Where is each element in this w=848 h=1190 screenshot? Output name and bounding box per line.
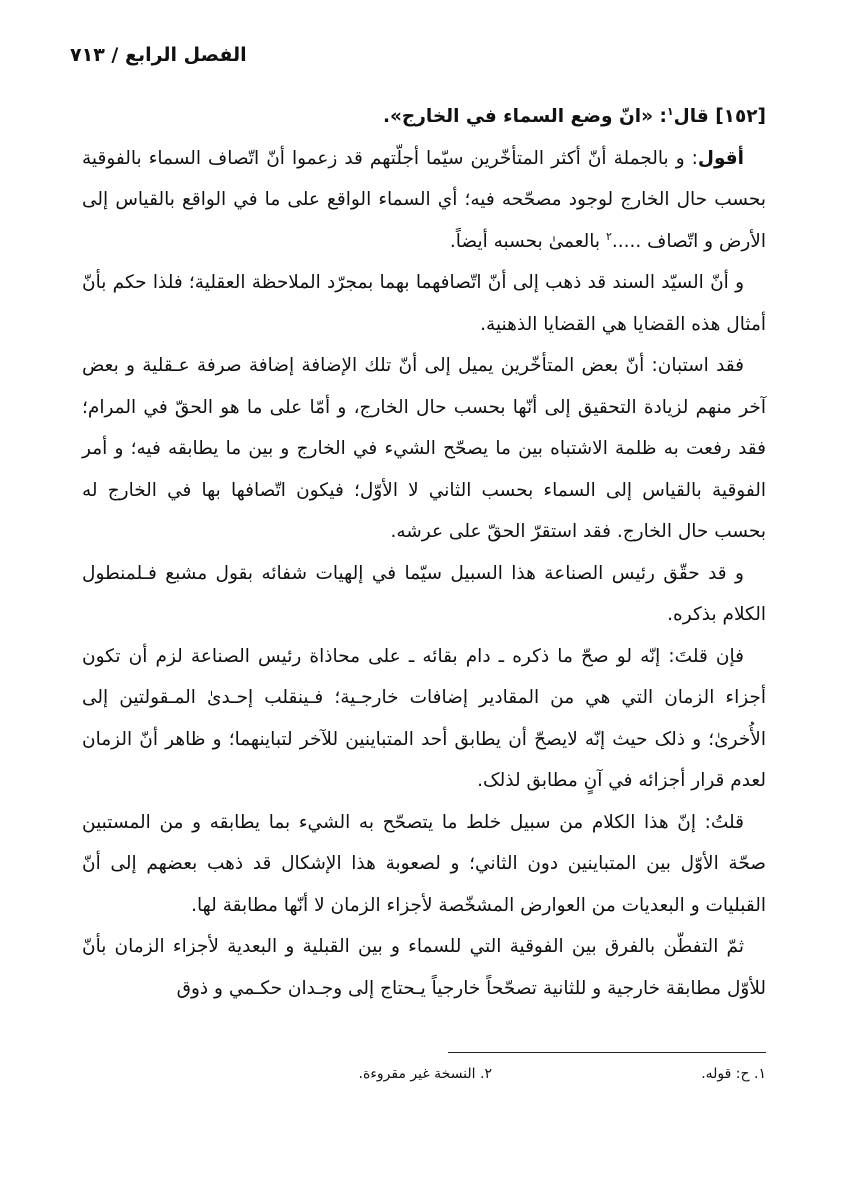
- paragraph-6: قلتُ: إنّ هذا الكلام من سبيل خلط ما يتصحّح به الشيء بما يطابقه و من المستبين صحّة الأوّل بين المتباينين دون الثاني؛ و لصعوبة هذا الإشكال قد ذهب بعضهم إلى أنّ القبليات و البعديات من العوارض المشخّصة لأجزاء الزمان لا أنّها مطابقة لها.: [82, 811, 766, 916]
- heading-quote: : «انّ وضع السماء في الخارج».: [382, 106, 667, 127]
- section-heading: [82, 96, 766, 138]
- paragraph-1-tail: بالعمىٰ بحسبه أيضاً.: [449, 230, 606, 252]
- running-head: الفصل الرابع / ٧١٣: [70, 44, 247, 66]
- heading-label: [١٥٢] قال: [673, 106, 766, 127]
- paragraph-3: فقد استبان: أنّ بعض المتأخّرين يميل إلى أنّ تلك الإضافة إضافة صرفة عـقلية و بعض آخر منهم لزيادة التحقيق إلى أنّها بحسب حال الخارج، و أمّا على ما هو الحقّ في المرام؛ فقد رفعت به ظلمة الاشتباه بين ما يصحّح الشيء في الخارج و بين ما يطابقه فيه؛ و أمر الفوقية بالقياس إلى السماء بحسب الثاني لا الأوّل؛ فيكون اتّصافها بها في الخارج له بحسب حال الخارج. فقد استقرّ الحقّ على عرشه.: [82, 355, 766, 542]
- paragraph-2: و أنّ السيّد السند قد ذهب إلى أنّ اتّصافهما بهما بمجرّد الملاحظة العقلية؛ فلذا حكم بأنّ أمثال هذه القضايا هي القضايا الذهنية.: [82, 272, 766, 335]
- paragraph-4: و قد حقّق رئيس الصناعة هذا السبيل سيّما في إلهيات شفائه بقول مشبع فـلمنطول الكلام بذكره.: [82, 562, 766, 625]
- footnote-ref-2[interactable]: ٢: [605, 229, 612, 243]
- footnote-separator: [448, 1052, 766, 1053]
- paragraph-7: ثمّ التفطّن بالفرق بين الفوقية التي للسماء و بين القبلية و البعدية لأجزاء الزمان بأنّ للأوّل مطابقة خارجية و للثانية تصحّحاً خارجياً يـحتاج إلى وجـدان حكـمي و ذوق: [82, 936, 766, 999]
- footnote-2: ٢. النسخة غير مقروءة.: [358, 1066, 492, 1082]
- footnote-ref-1[interactable]: ١: [666, 104, 674, 118]
- paragraph-1-lead: أقول: [697, 147, 744, 169]
- paragraph-1: [82, 138, 766, 263]
- paragraph-1-text: : و بالجملة أنّ أكثر المتأخّرين سيّما أجلّتهم قد زعموا أنّ اتّصاف السماء بالفوقية بحسب حال الخارج لوجود مصحّحه فيه؛ أي السماء الواقع على ما في الواقع بالقياس إلى الأرض و اتّصاف .....: [82, 147, 766, 252]
- body-text: [82, 96, 766, 1009]
- paragraph-5: فإن قلتَ: إنّه لو صحّ ما ذكره ـ دام بقائه ـ على محاذاة رئيس الصناعة لزم أن تكون أجزاء الزمان التي هي من المقادير إضافات خارجـية؛ فـينقلب إحـدىٰ المـقولتين إلى الأُخرىٰ؛ و ذلک حيث إنّه لايصحّ أن يطابق أحد المتباينين للآخر لتباينهما؛ و ظاهر أنّ الزمان لعدم قرار أجزائه في آنٍ مطابق لذلک.: [82, 645, 766, 791]
- footnote-1: ١. ح: قوله.: [701, 1066, 766, 1082]
